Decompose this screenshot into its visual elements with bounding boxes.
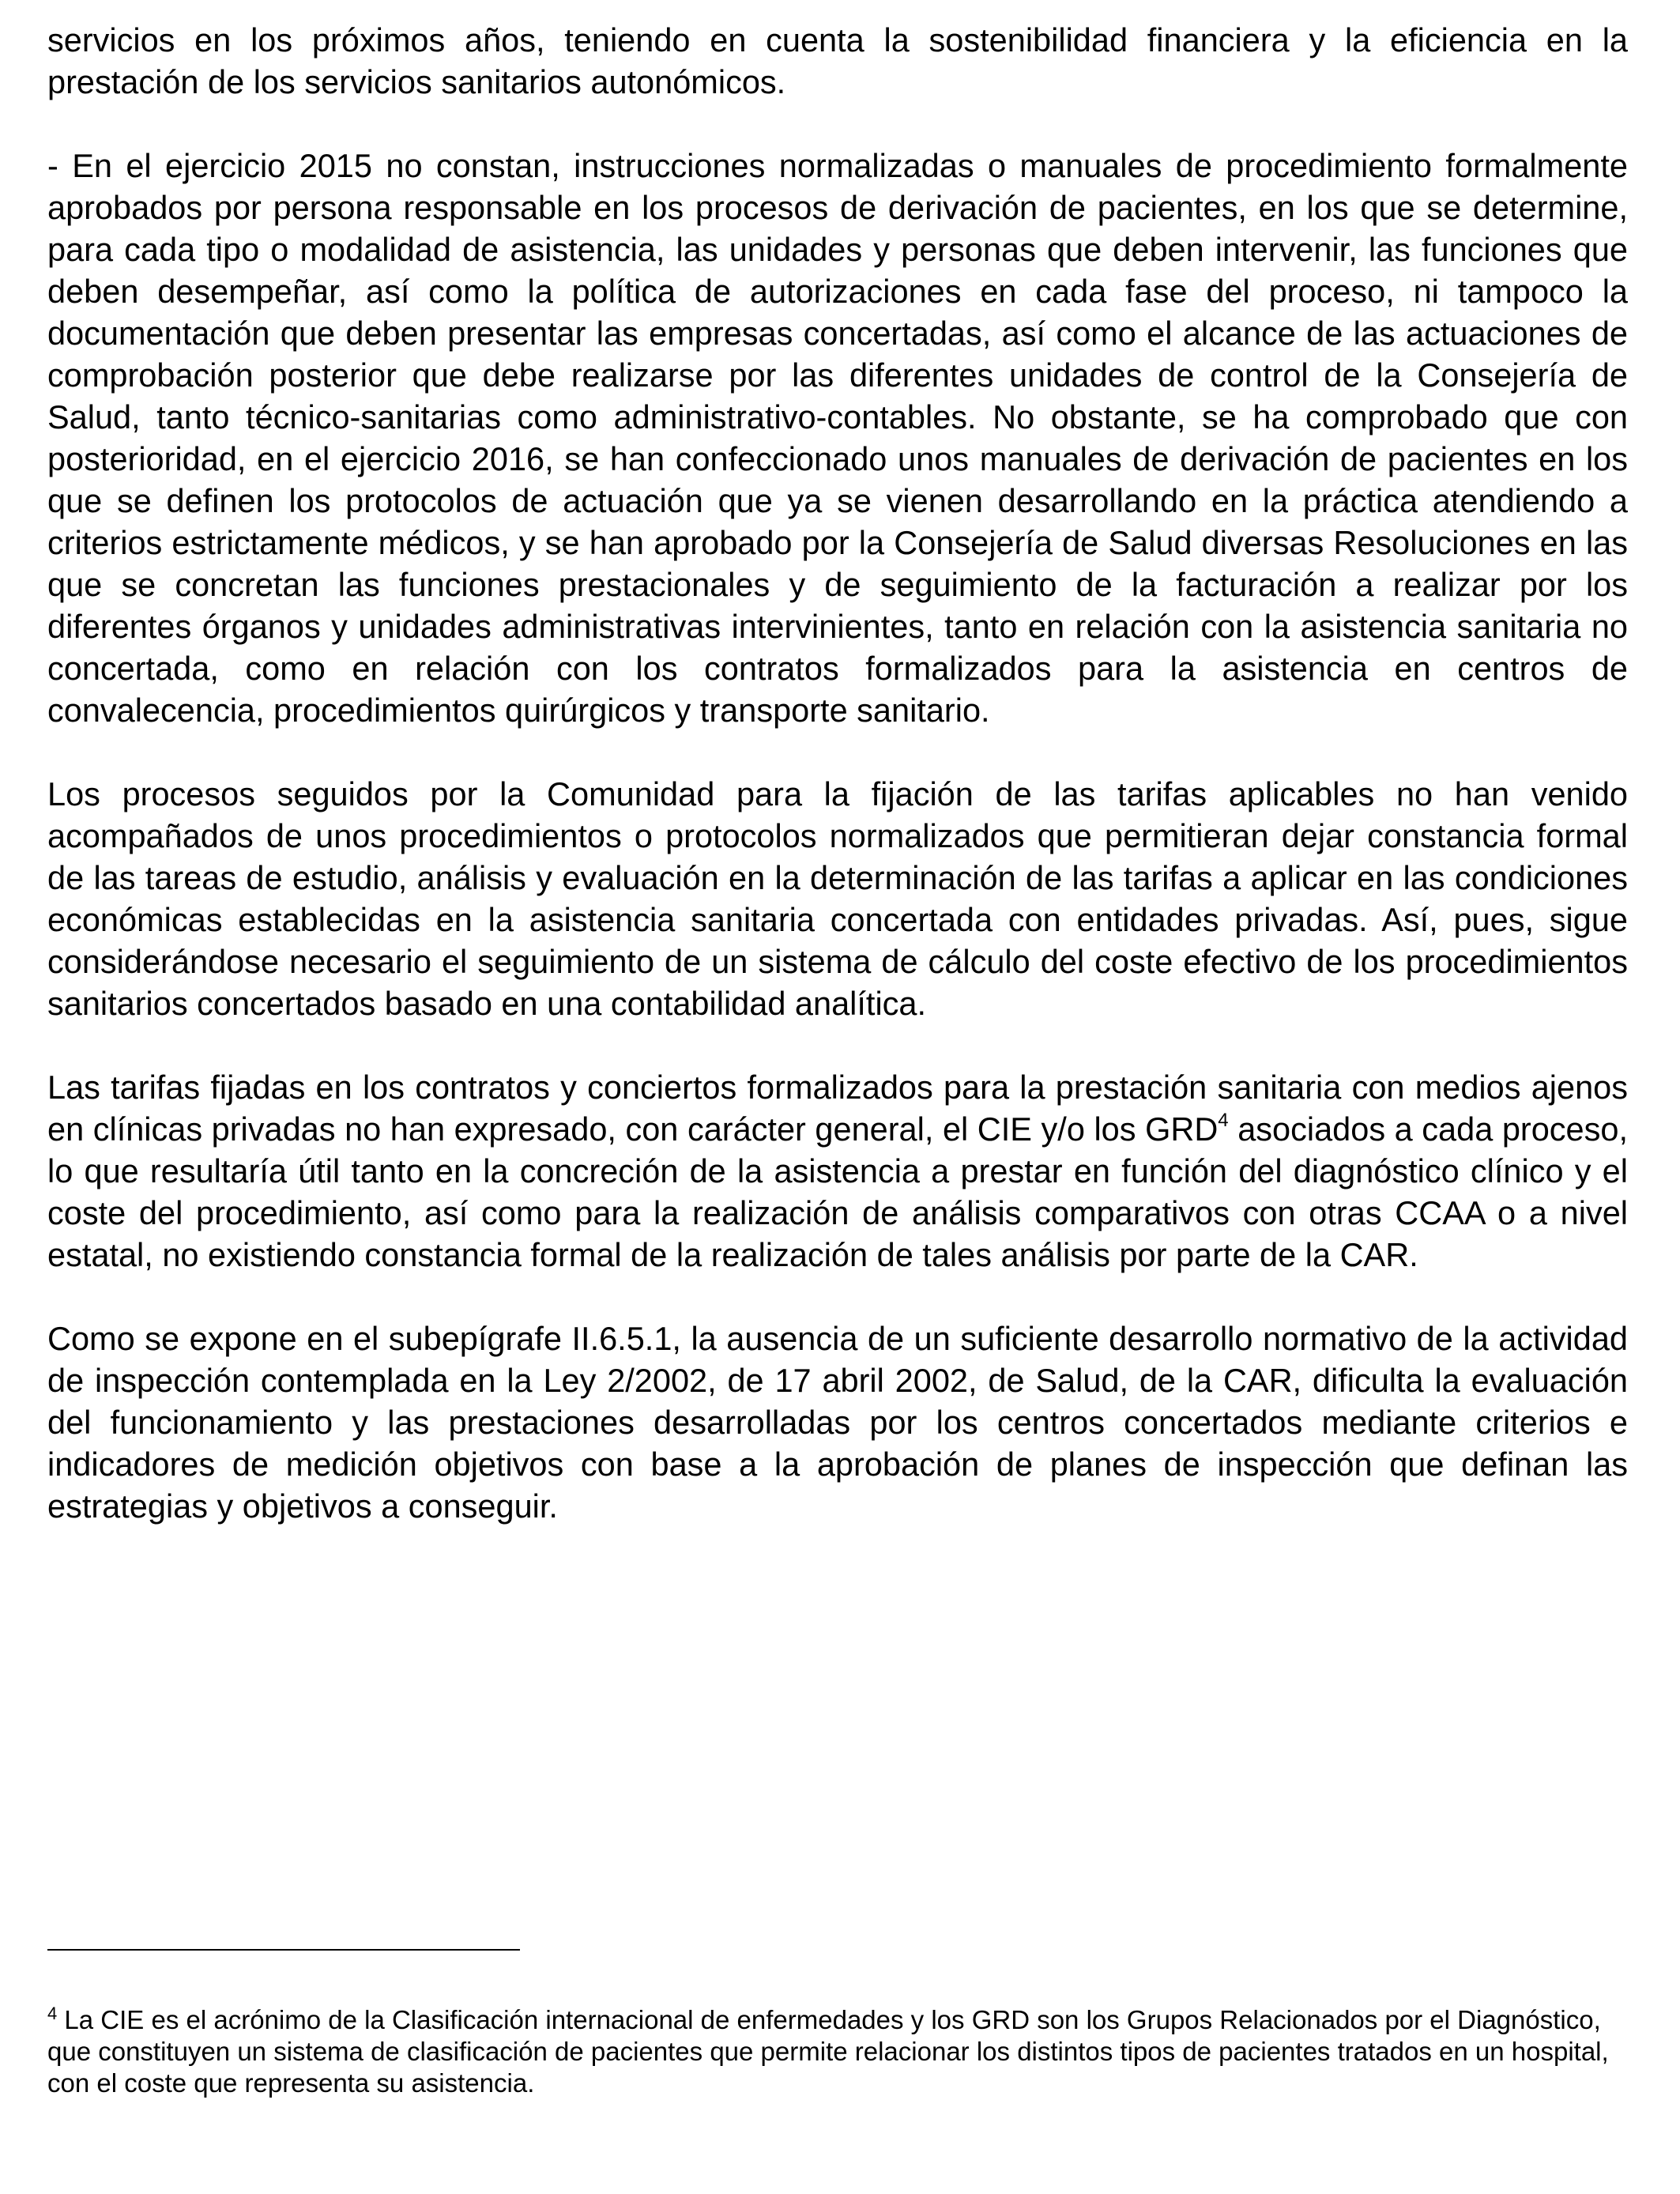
footnote <box>47 2004 1628 2099</box>
paragraph-tariffs-cie-grd <box>47 1066 1628 1276</box>
paragraph-tariff-processes: Los procesos seguidos por la Comunidad para la fijación de las tarifas aplicables no han venido acompañados de unos procedimientos o protocolos normalizados que permitieran dejar constancia formal de las tareas de estudio, análisis y evaluación en la determinación de las tarifas a aplicar en las condiciones económicas establecidas en la asistencia sanitaria concertada con entidades privadas. Así, pues, sigue considerándose necesario el seguimiento de un sistema de cálculo del coste efectivo de los procedimientos sanitarios concertados basado en una contabilidad analítica. <box>47 775 1628 1022</box>
footnote-text: La CIE es el acrónimo de la Clasificación internacional de enfermedades y los GRD son los Grupos Relacionados por el Diagnóstico, que constituyen un sistema de clasificación de pacientes que permite relacionar los distintos tipos de pacientes tratados en un hospital, con el coste que representa su asistencia. <box>47 2005 1609 2098</box>
document-body <box>47 19 1628 1569</box>
paragraph-text-before-ref: Las tarifas fijadas en los contratos y conciertos formalizados para la prestación sanitaria con medios ajenos en clínicas privadas no han expresado, con carácter general, el CIE y/o los GRD <box>47 1069 1628 1148</box>
footnote-reference[interactable]: 4 <box>1218 1110 1229 1131</box>
footnote-number: 4 <box>47 2004 58 2023</box>
paragraph-derivation-procedures: - En el ejercicio 2015 no constan, instrucciones normalizadas o manuales de procedimiento formalmente aprobados por persona responsable en los procesos de derivación de pacientes, en los que se determine, para cada tipo o modalidad de asistencia, las unidades y personas que deben intervenir, las funciones que deben desempeñar, así como la política de autorizaciones en cada fase del proceso, ni tampoco la documentación que deben presentar las empresas concertadas, así como el alcance de las actuaciones de comprobación posterior que debe realizarse por las diferentes unidades de control de la Consejería de Salud, tanto técnico-sanitarias como administrativo-contables. No obstante, se ha comprobado que con posterioridad, en el ejercicio 2016, se han confeccionado unos manuales de derivación de pacientes en los que se definen los protocolos de actuación que ya se vienen desarrollando en la práctica atendiendo a criterios estrictamente médicos, y se han aprobado por la Consejería de Salud diversas Resoluciones en las que se concretan las funciones prestacionales y de seguimiento de la facturación a realizar por los diferentes órganos y unidades administrativas intervinientes, tanto en relación con la asistencia sanitaria no concertada, como en relación con los contratos formalizados para la asistencia en centros de convalecencia, procedimientos quirúrgicos y transporte sanitario. <box>47 147 1628 729</box>
paragraph-inspection-activity: Como se expone en el subepígrafe II.6.5.1, la ausencia de un suficiente desarrollo normativo de la actividad de inspección contemplada en la Ley 2/2002, de 17 abril 2002, de Salud, de la CAR, dificulta la evaluación del funcionamiento y las prestaciones desarrolladas por los centros concertados mediante criterios e indicadores de medición objetivos con base a la aprobación de planes de inspección que definan las estrategias y objetivos a conseguir. <box>47 1320 1628 1525</box>
footnote-separator <box>47 1949 520 1951</box>
paragraph-continuation: servicios en los próximos años, teniendo en cuenta la sostenibilidad financiera y la eficiencia en la prestación de los servicios sanitarios autonómicos. <box>47 21 1628 100</box>
paragraph-text-after-ref: asociados a cada proceso, lo que resultaría útil tanto en la concreción de la asistencia a prestar en función del diagnóstico clínico y el coste del procedimiento, así como para la realización de análisis comparativos con otras CCAA o a nivel estatal, no existiendo constancia formal de la realización de tales análisis por parte de la CAR. <box>47 1110 1629 1273</box>
